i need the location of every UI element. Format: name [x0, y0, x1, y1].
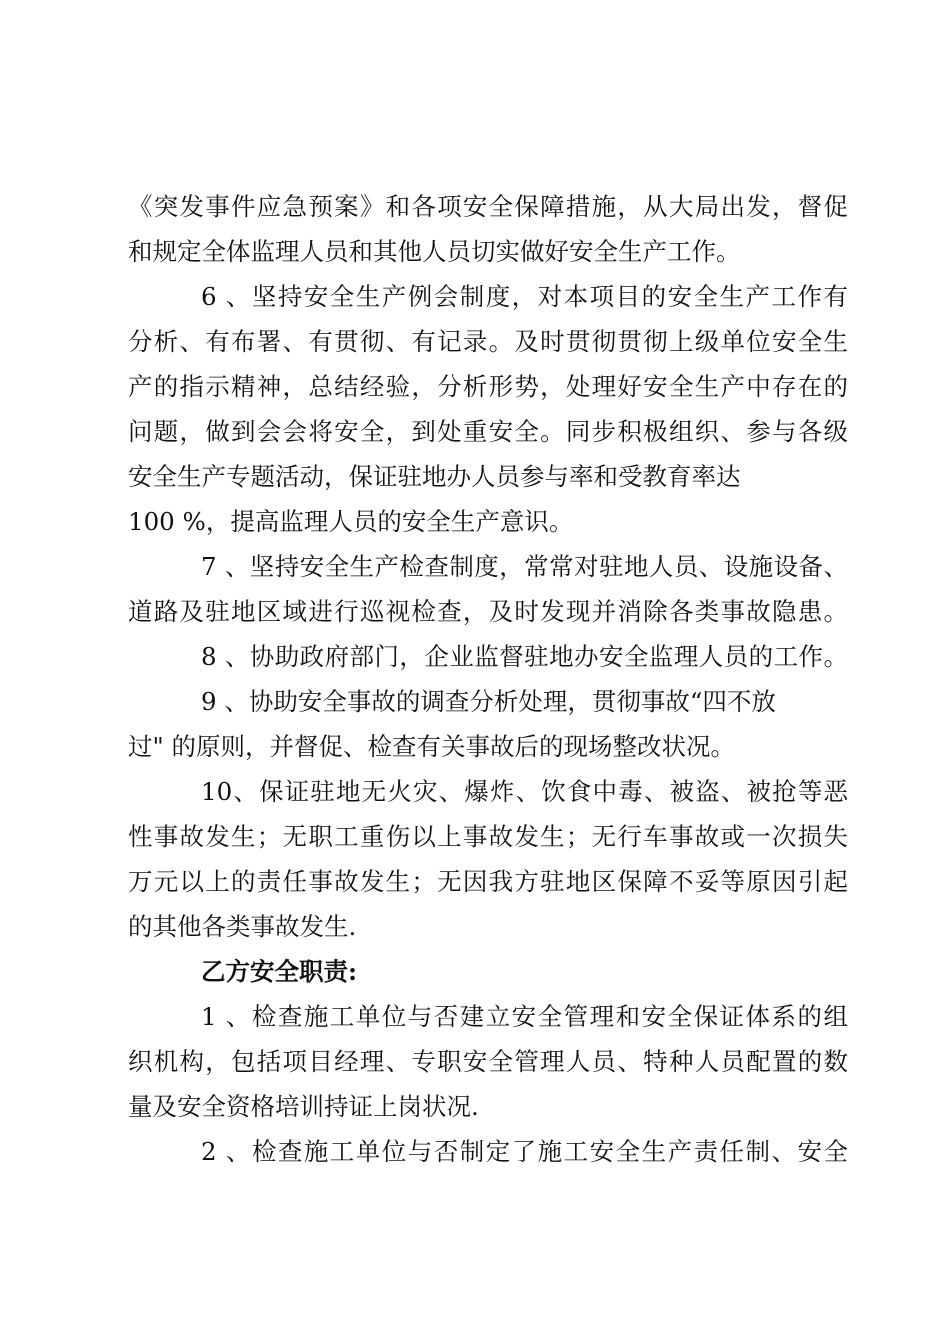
paragraph-first-line: 8 、协助政府部门，企业监督驻地办安全监理人员的工作。: [201, 642, 848, 671]
text-line: 100 %，提高监理人员的安全生产意识。: [128, 507, 574, 536]
section-heading: 乙方安全职责:: [201, 957, 358, 986]
paragraph-first-line: 1 、检查施工单位与否建立安全管理和安全保证体系的组: [201, 1002, 848, 1031]
text-line: 的其他各类事故发生.: [128, 912, 357, 941]
text-line: 万元以上的责任事故发生；无因我方驻地区保障不妥等原因引起: [128, 867, 848, 896]
text-line: 产的指示精神，总结经验，分析形势，处理好安全生产中存在的: [128, 372, 848, 401]
paragraph-first-line: 10、保证驻地无火灾、爆炸、饮食中毒、被盗、被抢等恶: [201, 777, 848, 806]
text-line: 量及安全资格培训持证上岗状况.: [128, 1092, 479, 1121]
text-line: 分析、有布署、有贯彻、有记录。及时贯彻贯彻上级单位安全生: [128, 327, 848, 356]
text-line: 过" 的原则，并督促、检查有关事故后的现场整改状况。: [128, 732, 736, 761]
paragraph-first-line: 2 、检查施工单位与否制定了施工安全生产责任制、安全: [201, 1137, 848, 1166]
paragraph-first-line: 6 、坚持安全生产例会制度，对本项目的安全生产工作有: [201, 282, 848, 311]
text-line: 道路及驻地区域进行巡视检查，及时发现并消除各类事故隐患。: [128, 597, 848, 626]
text-line: 问题，做到会会将安全，到处重安全。同步积极组织、参与各级: [128, 417, 848, 446]
paragraph-first-line: 9 、协助安全事故的调查分析处理，贯彻事故“四不放: [201, 687, 776, 716]
text-line: 和规定全体监理人员和其他人员切实做好安全生产工作。: [128, 237, 741, 266]
text-line: 《突发事件应急预案》和各项安全保障措施，从大局出发，督促: [128, 192, 848, 221]
paragraph-first-line: 7 、坚持安全生产检查制度，常常对驻地人员、设施设备、: [201, 552, 848, 581]
text-line: 织机构，包括项目经理、专职安全管理人员、特种人员配置的数: [128, 1047, 848, 1076]
text-line: 性事故发生；无职工重伤以上事故发生；无行车事故或一次损失: [128, 822, 848, 851]
text-line: 安全生产专题活动，保证驻地办人员参与率和受教育率达: [128, 462, 741, 491]
